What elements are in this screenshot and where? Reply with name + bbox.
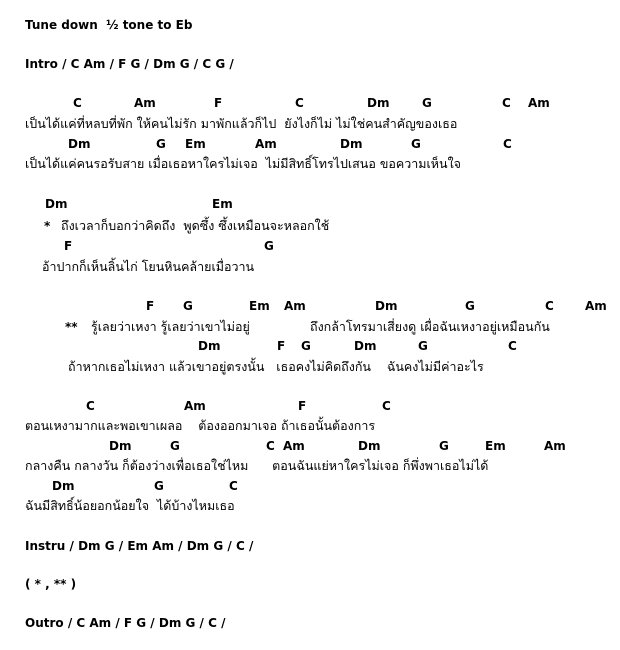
- chord: G: [156, 137, 166, 151]
- lyric-line: ฉันมีสิทธิ์น้อยอกน้อยใจ ได้บ้างไหมเธอ: [25, 498, 235, 513]
- chord: Em: [249, 299, 270, 313]
- chord: G: [418, 339, 428, 353]
- chord: Am: [283, 439, 305, 453]
- chord: Dm: [45, 197, 68, 211]
- chord: Em: [185, 137, 206, 151]
- chord: G: [154, 479, 164, 493]
- tuning-note: Tune down ½ tone to Eb: [25, 18, 193, 32]
- lyric-line: อ้าปากก็เห็นลิ้นไก่ โยนหินคล้ายเมื่อวาน: [42, 259, 255, 274]
- lyric-line: เป็นได้แค่คนรอรับสาย เมื่อเธอหาใครไม่เจอ ไม่มีสิทธิ์โทรไปเสนอ ขอความเห็นใจ: [25, 156, 461, 171]
- chord: Am: [134, 96, 156, 110]
- lyric-line: รู้เลยว่าเหงา รู้เลยว่าเขาไม่อยู่: [91, 319, 250, 334]
- outro-line: Outro / C Am / F G / Dm G / C /: [25, 616, 226, 630]
- chord: C: [295, 96, 304, 110]
- chord: Am: [255, 137, 277, 151]
- chord: Dm: [340, 137, 363, 151]
- chord: Am: [544, 439, 566, 453]
- chord: C: [545, 299, 554, 313]
- lyric-line: กลางคืน กลางวัน ก็ต้องว่างเพื่อเธอใช่ไหม ตอนฉันแย่หาใครไม่เจอ ก็พึ่งพาเธอไม่ได้: [25, 458, 489, 473]
- chord: Dm: [109, 439, 132, 453]
- chord: G: [465, 299, 475, 313]
- chord: Am: [528, 96, 550, 110]
- repeat-line: ( * , ** ): [25, 577, 77, 591]
- chord: Em: [212, 197, 233, 211]
- chord: C: [502, 96, 511, 110]
- chord: Am: [184, 399, 206, 413]
- chord: G: [183, 299, 193, 313]
- chord: G: [422, 96, 432, 110]
- chord: F: [64, 239, 73, 253]
- chord: G: [411, 137, 421, 151]
- chord: C: [73, 96, 82, 110]
- lyric-line: เป็นได้แค่ที่หลบที่พัก ให้คนไม่รัก มาพักแล้วก็ไป ยังไงก็ไม่ ไม่ใช่คนสำคัญของเธอ: [25, 116, 458, 131]
- chord: C: [503, 137, 512, 151]
- chord: Am: [585, 299, 607, 313]
- intro-line: Intro / C Am / F G / Dm G / C G /: [25, 57, 234, 71]
- lyric-line: ถึงเวลาก็บอกว่าคิดถึง พูดซึ้ง ซึ้งเหมือนจะหลอกใช้: [61, 218, 330, 233]
- chord: F: [214, 96, 223, 110]
- instru-line: Instru / Dm G / Em Am / Dm G / C /: [25, 539, 254, 553]
- chord: C: [86, 399, 95, 413]
- chord: C: [382, 399, 391, 413]
- chord: Dm: [68, 137, 91, 151]
- chord: Em: [485, 439, 506, 453]
- lyric-line: ตอนเหงามากและพอเขาเผลอ ต้องออกมาเจอ ถ้าเธอนั้นต้องการ: [25, 418, 376, 433]
- chord: C: [266, 439, 275, 453]
- chord: C: [229, 479, 238, 493]
- lyric-line: ถ้าหากเธอไม่เหงา แล้วเขาอยู่ตรงนั้น เธอคงไม่คิดถึงกัน ฉันคงไม่มีค่าอะไร: [68, 359, 484, 374]
- chord: C: [508, 339, 517, 353]
- section-marker: **: [65, 320, 78, 334]
- chord: Am: [284, 299, 306, 313]
- chord: Dm: [358, 439, 381, 453]
- chord: Dm: [198, 339, 221, 353]
- chord: G: [439, 439, 449, 453]
- chord: F: [146, 299, 155, 313]
- chord: F: [277, 339, 286, 353]
- chord: Dm: [367, 96, 390, 110]
- lyric-line: ถึงกล้าโทรมาเสี่ยงดู เผื่อฉันเหงาอยู่เหมือนกัน: [310, 319, 550, 334]
- chord: G: [301, 339, 311, 353]
- chord: G: [170, 439, 180, 453]
- chord: G: [264, 239, 274, 253]
- chord: Dm: [52, 479, 75, 493]
- section-marker: *: [44, 219, 51, 233]
- chord: Dm: [354, 339, 377, 353]
- chord: Dm: [375, 299, 398, 313]
- chord: F: [298, 399, 307, 413]
